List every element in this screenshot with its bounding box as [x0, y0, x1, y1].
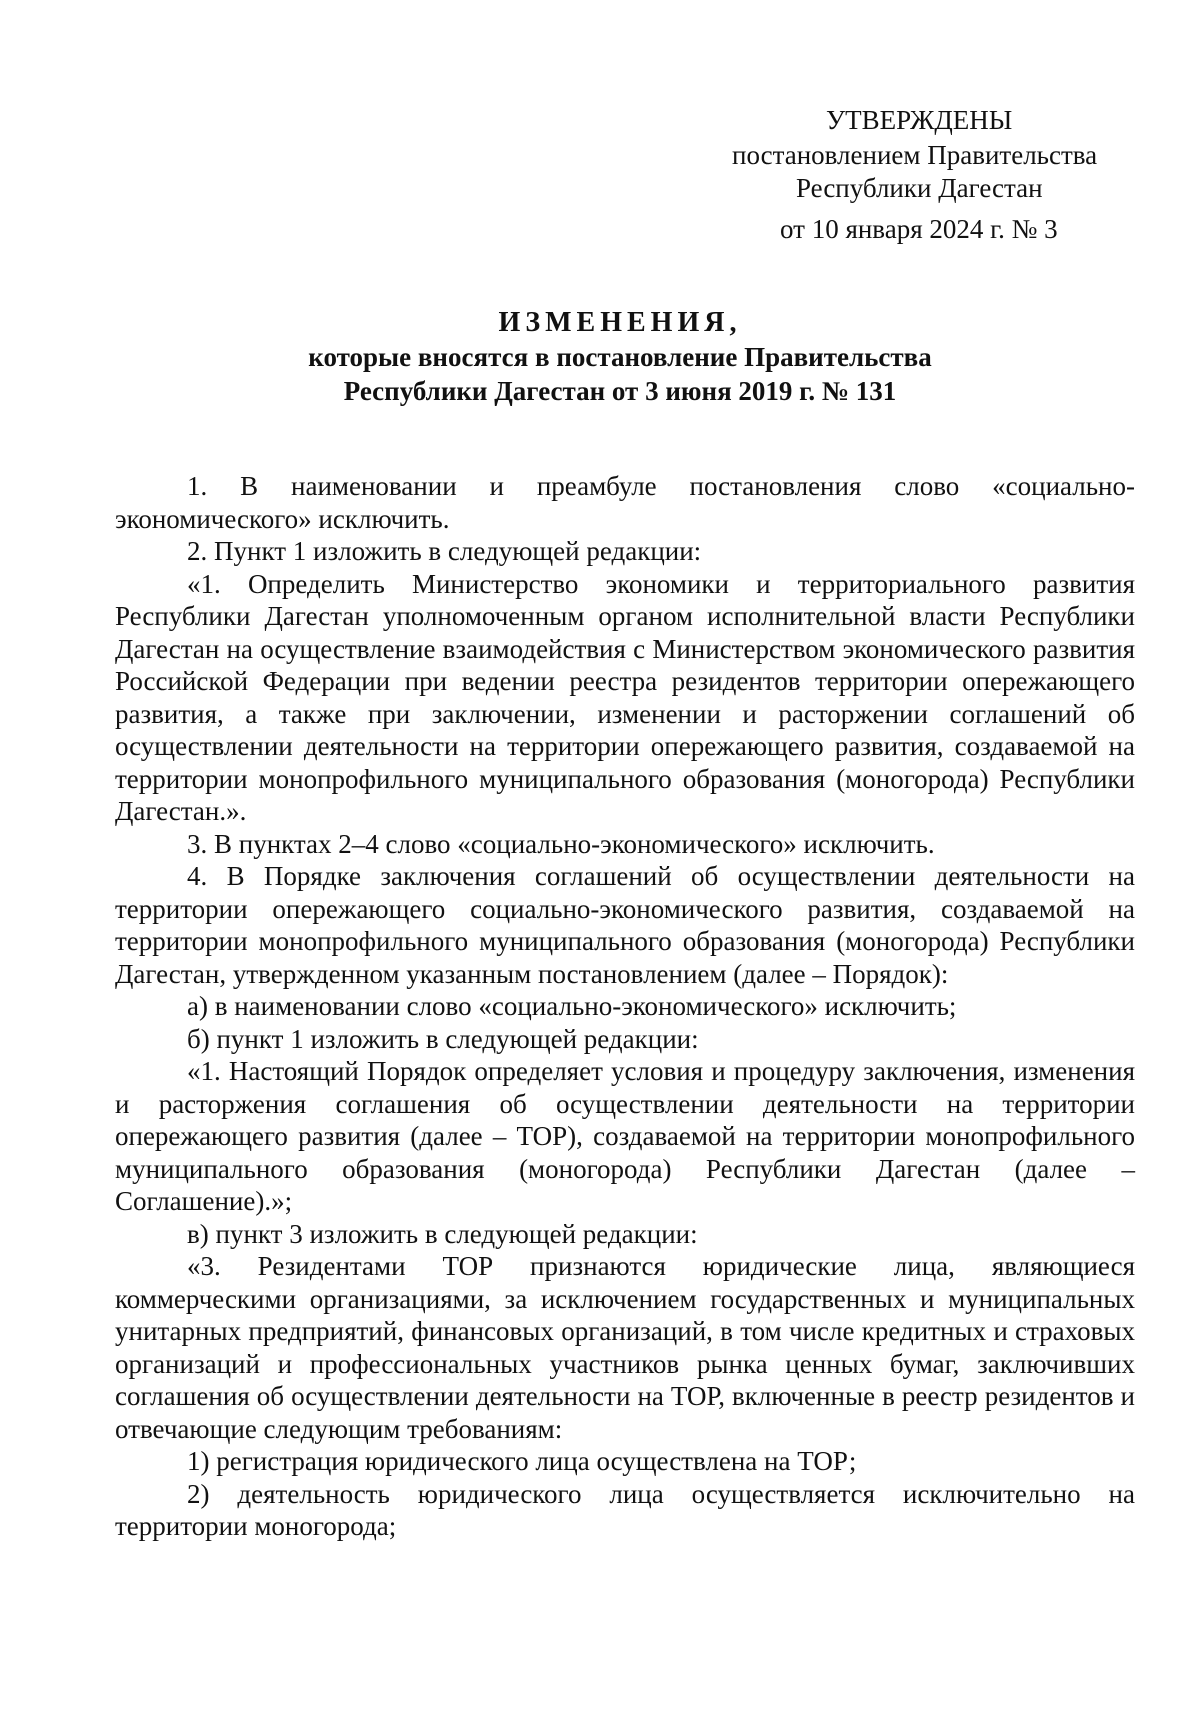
title-subheading-1: которые вносятся в постановление Правительства	[308, 342, 932, 372]
document-body	[115, 470, 1135, 1543]
approval-stamp	[700, 104, 1200, 246]
paragraph: в) пункт 3 изложить в следующей редакции:	[187, 1218, 698, 1249]
document-title	[120, 306, 1120, 408]
paragraph: 4. В Порядке заключения соглашений об осуществлении деятельности на территории опережающего социально-экономического развития, создаваемой на территории монопрофильного муниципального образования (моногорода) Республики Дагестан, утвержденном указанным постановлением (далее – Порядок):	[115, 861, 1135, 989]
paragraph: «1. Определить Министерство экономики и территориального развития Республики Дагестан уполномоченным органом исполнительной власти Республики Дагестан на осуществление взаимодействия с Министерством экономического развития Российской Федерации при ведении реестра резидентов территории опережающего развития, а также при заключении, изменении и расторжении соглашений об осуществлении деятельности на территории опережающего развития, создаваемой на территории монопрофильного муниципального образования (моногорода) Республики Дагестан.».	[115, 568, 1135, 826]
paragraph: 1. В наименовании и преамбуле постановления слово «социально-экономического» исключить.	[115, 471, 1135, 534]
paragraph: 1) регистрация юридического лица осуществлена на ТОР;	[187, 1446, 857, 1476]
title-heading: ИЗМЕНЕНИЯ,	[498, 307, 742, 338]
approval-region: Республики Дагестан	[796, 173, 1043, 203]
paragraph: а) в наименовании слово «социально-экономического» исключить;	[187, 991, 957, 1021]
paragraph: «1. Настоящий Порядок определяет условия и процедуру заключения, изменения и расторжения соглашения об осуществлении деятельности на территории опережающего развития (далее – ТОР), создаваемой на территории монопрофильного муниципального образования (моногорода) Республики Дагестан (далее – Соглашение).»;	[115, 1056, 1135, 1216]
approval-heading: УТВЕРЖДЕНЫ	[826, 105, 1013, 135]
title-subheading-2: Республики Дагестан от 3 июня 2019 г. № 131	[343, 376, 897, 406]
paragraph: «3. Резидентами ТОР признаются юридические лица, являющиеся коммерческими организациями, за исключением государственных и муниципальных унитарных предприятий, финансовых организаций, в том числе кредитных и страховых организаций и профессиональных участников рынка ценных бумаг, заключивших соглашения об осуществлении деятельности на ТОР, включенные в реестр резидентов и отвечающие следующим требованиям:	[115, 1251, 1135, 1444]
approval-issuer: постановлением Правительства	[732, 140, 1098, 170]
paragraph: 3. В пунктах 2–4 слово «социально-экономического» исключить.	[187, 828, 935, 859]
paragraph: 2. Пункт 1 изложить в следующей редакции:	[187, 536, 702, 566]
paragraph: 2) деятельность юридического лица осуществляется исключительно на территории моногорода;	[115, 1478, 1135, 1541]
approval-date: от 10 января 2024 г. № 3	[780, 214, 1058, 244]
paragraph: б) пункт 1 изложить в следующей редакции:	[187, 1023, 699, 1054]
